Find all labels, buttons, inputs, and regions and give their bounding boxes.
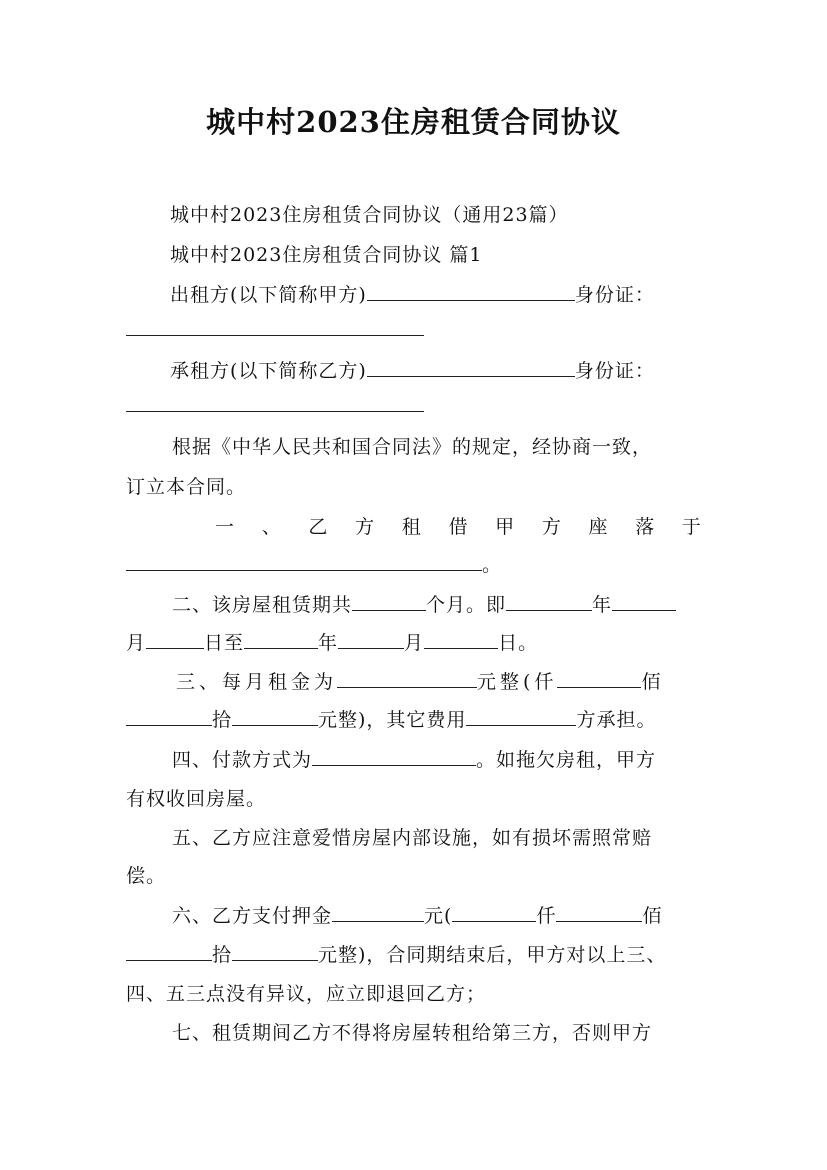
lessee-id-blank[interactable] <box>126 411 424 412</box>
clause-6-line-3: 四、五三点没有异议，应立即退回乙方； <box>126 983 487 1005</box>
clause-4-line-1 <box>172 745 656 772</box>
clause-3-text: 方承担。 <box>576 709 657 731</box>
start-day-blank[interactable] <box>146 630 204 649</box>
clause-1-char: 租 <box>401 516 422 538</box>
clause-2-text: 日至 <box>204 632 245 654</box>
clause-2-line-2 <box>126 628 538 655</box>
clause-1-line-1 <box>215 512 702 539</box>
clause-1-char: 一 <box>215 516 236 538</box>
clause-6-text: 元整)，合同期结束后，甲方对以上三、 <box>318 944 667 966</box>
clause-4-line-2: 有权收回房屋。 <box>126 788 267 810</box>
clause-6-line-1 <box>172 901 662 928</box>
clause-7-line-1: 七、租赁期间乙方不得将房屋转租给第三方，否则甲方 <box>172 1022 653 1044</box>
clause-1-char: 方 <box>355 516 376 538</box>
location-blank[interactable] <box>126 552 482 571</box>
preamble-line-2: 订立本合同。 <box>126 476 247 498</box>
clause-3-text: 元整)，其它费用 <box>318 709 467 731</box>
clause-3-text: 元整(仟 <box>477 671 558 693</box>
clause-4-text: 四、付款方式为 <box>172 749 313 771</box>
rent-ten-blank[interactable] <box>232 707 318 726</box>
clause-5-line-2: 偿。 <box>126 865 167 887</box>
start-month-blank[interactable] <box>612 592 676 611</box>
clause-2-line-1 <box>172 590 676 617</box>
deposit-unit-blank[interactable] <box>232 942 318 961</box>
deposit-amount-blank[interactable] <box>332 903 424 922</box>
clause-2-text: 月 <box>404 632 425 654</box>
rent-amount-blank[interactable] <box>337 669 477 688</box>
months-blank[interactable] <box>352 592 426 611</box>
end-month-blank[interactable] <box>338 630 404 649</box>
lessor-id-blank[interactable] <box>126 335 424 336</box>
clause-2-text: 二、该房屋租赁期共 <box>172 594 353 616</box>
preamble-line-1: 根据《中华人民共和国合同法》的规定，经协商一致， <box>172 436 653 458</box>
lessor-label: 出租方(以下简称甲方) <box>170 284 367 306</box>
deposit-thousand-blank[interactable] <box>452 903 536 922</box>
clause-1-char: 借 <box>448 516 469 538</box>
lessor-name-blank[interactable] <box>367 282 575 301</box>
deposit-ten-blank[interactable] <box>126 942 212 961</box>
clause-6-text: 六、乙方支付押金 <box>172 905 333 927</box>
clause-1-char: 甲 <box>495 516 516 538</box>
payment-method-blank[interactable] <box>312 747 476 766</box>
end-day-blank[interactable] <box>424 630 498 649</box>
clause-3-line-1 <box>176 667 664 694</box>
id-label-lessor: 身份证： <box>574 284 655 306</box>
clause-2-text: 月 <box>126 632 147 654</box>
clause-1-char: 落 <box>635 516 656 538</box>
clause-2-text: 年 <box>592 594 613 616</box>
other-fees-blank[interactable] <box>466 707 576 726</box>
clause-3-text: 拾 <box>212 709 233 731</box>
clause-1-char: 座 <box>588 516 609 538</box>
rent-thousand-blank[interactable] <box>557 669 641 688</box>
clause-6-line-2 <box>126 940 666 967</box>
clause-1-char: 、 <box>261 516 282 538</box>
clause-3-text: 佰 <box>641 671 665 693</box>
clause-1-char: 方 <box>541 516 562 538</box>
clause-1-char: 乙 <box>308 516 329 538</box>
lessee-line <box>170 356 655 383</box>
id-label-lessee: 身份证： <box>574 360 655 382</box>
clause-2-text: 个月。即 <box>426 594 507 616</box>
clause-2-text: 年 <box>318 632 339 654</box>
document-subtitle: 城中村2023住房租赁合同协议（通用23篇） <box>170 204 569 226</box>
lessee-name-blank[interactable] <box>367 358 575 377</box>
clause-6-text: 元( <box>424 905 453 927</box>
clause-3-text: 三、每月租金为 <box>176 671 338 693</box>
chapter-heading: 城中村2023住房租赁合同协议 篇1 <box>170 244 483 266</box>
clause-6-text: 仟 <box>536 905 557 927</box>
lessor-line <box>170 280 655 307</box>
clause-1-line-2 <box>126 550 502 577</box>
clause-6-text: 拾 <box>212 944 233 966</box>
document-title: 城中村2023住房租赁合同协议 <box>206 105 621 139</box>
rent-hundred-blank[interactable] <box>126 707 212 726</box>
clause-1-char: 于 <box>681 516 702 538</box>
clause-1-end: 。 <box>482 554 503 576</box>
start-year-blank[interactable] <box>506 592 592 611</box>
deposit-hundred-blank[interactable] <box>556 903 642 922</box>
clause-3-line-2 <box>126 705 656 732</box>
clause-2-text: 日。 <box>498 632 539 654</box>
clause-4-text: 。如拖欠房租，甲方 <box>476 749 657 771</box>
clause-5-line-1: 五、乙方应注意爱惜房屋内部设施，如有损坏需照常赔 <box>172 827 653 849</box>
lessee-label: 承租方(以下简称乙方) <box>170 360 367 382</box>
end-year-blank[interactable] <box>244 630 318 649</box>
clause-6-text: 佰 <box>642 905 663 927</box>
